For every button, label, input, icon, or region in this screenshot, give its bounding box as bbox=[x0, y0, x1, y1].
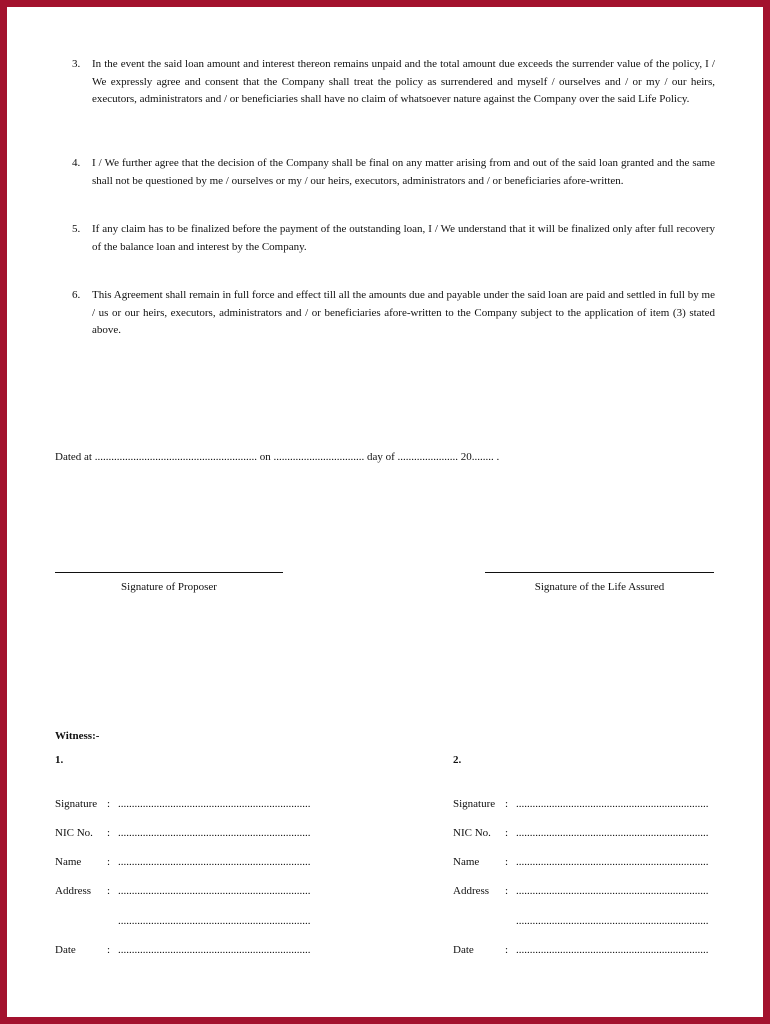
field-dotted-line: ...................................................................... bbox=[516, 856, 709, 868]
field-colon: : bbox=[107, 856, 111, 868]
field-label: Date bbox=[453, 944, 474, 956]
witness-1-number: 1. bbox=[55, 754, 64, 766]
dated-line: Dated at ........................................................... on ................................. day of ...................... 20........ . bbox=[55, 451, 500, 463]
field-dotted-line: ...................................................................... bbox=[516, 798, 709, 810]
field-dotted-line: ...................................................................... bbox=[118, 915, 311, 927]
clause-number: 3. bbox=[72, 58, 81, 70]
clause-text: I / We further agree that the decision of the Company shall be final on any matter arising from and out of the said loan granted and the same shall not be questioned by me / ourselves or my / our heirs, executors, administrators and / or beneficiaries afore-written. bbox=[92, 157, 715, 187]
clause-text: This Agreement shall remain in full force and effect till all the amounts due and payable under the said loan are paid and settled in full by me / us or our heirs, executors, administrators and / or beneficiaries afore-written to the Company subject to the application of item (3) stated above. bbox=[92, 289, 715, 336]
witness-2-number: 2. bbox=[453, 754, 462, 766]
field-label: NIC No. bbox=[453, 827, 491, 839]
field-colon: : bbox=[107, 827, 111, 839]
clause-4 bbox=[72, 155, 715, 190]
field-label: NIC No. bbox=[55, 827, 93, 839]
clause-number: 4. bbox=[72, 157, 81, 169]
field-colon: : bbox=[505, 856, 509, 868]
field-dotted-line: ...................................................................... bbox=[118, 798, 311, 810]
field-colon: : bbox=[505, 944, 509, 956]
field-dotted-line: ...................................................................... bbox=[118, 827, 311, 839]
field-label: Signature bbox=[453, 798, 496, 810]
field-label: Address bbox=[453, 885, 490, 897]
field-label: Signature bbox=[55, 798, 98, 810]
proposer-signature-line bbox=[55, 572, 283, 573]
life-assured-signature-line bbox=[485, 572, 714, 573]
clause-6 bbox=[72, 287, 715, 340]
field-dotted-line: ...................................................................... bbox=[516, 885, 709, 897]
life-assured-signature-label: Signature of the Life Assured bbox=[534, 581, 665, 593]
field-label: Name bbox=[453, 856, 480, 868]
field-dotted-line: ...................................................................... bbox=[516, 915, 709, 927]
field-colon: : bbox=[107, 885, 111, 897]
field-label: Name bbox=[55, 856, 82, 868]
proposer-signature-label: Signature of Proposer bbox=[121, 581, 217, 593]
clause-5 bbox=[72, 221, 715, 256]
field-dotted-line: ...................................................................... bbox=[118, 885, 311, 897]
field-colon: : bbox=[107, 798, 111, 810]
clause-3 bbox=[72, 56, 715, 109]
clause-text: If any claim has to be finalized before the payment of the outstanding loan, I / We understand that it will be finalized only after full recovery of the balance loan and interest by the Company. bbox=[92, 223, 715, 253]
field-colon: : bbox=[505, 885, 509, 897]
field-dotted-line: ...................................................................... bbox=[516, 827, 709, 839]
field-label: Date bbox=[55, 944, 76, 956]
witness-heading: Witness:- bbox=[55, 730, 100, 742]
field-dotted-line: ...................................................................... bbox=[516, 944, 709, 956]
field-colon: : bbox=[107, 944, 111, 956]
clause-text: In the event the said loan amount and interest thereon remains unpaid and the total amount due exceeds the surrender value of the policy, I / We expressly agree and consent that the Company shall treat the policy as surrendered and myself / ourselves and / or my / our heirs, executors, administrators and / or beneficiaries shall have no claim of whatsoever nature against the Company over the said Life Policy. bbox=[92, 58, 715, 105]
clause-number: 6. bbox=[72, 289, 81, 301]
field-dotted-line: ...................................................................... bbox=[118, 944, 311, 956]
field-label: Address bbox=[55, 885, 92, 897]
field-dotted-line: ...................................................................... bbox=[118, 856, 311, 868]
field-colon: : bbox=[505, 827, 509, 839]
clause-number: 5. bbox=[72, 223, 81, 235]
field-colon: : bbox=[505, 798, 509, 810]
